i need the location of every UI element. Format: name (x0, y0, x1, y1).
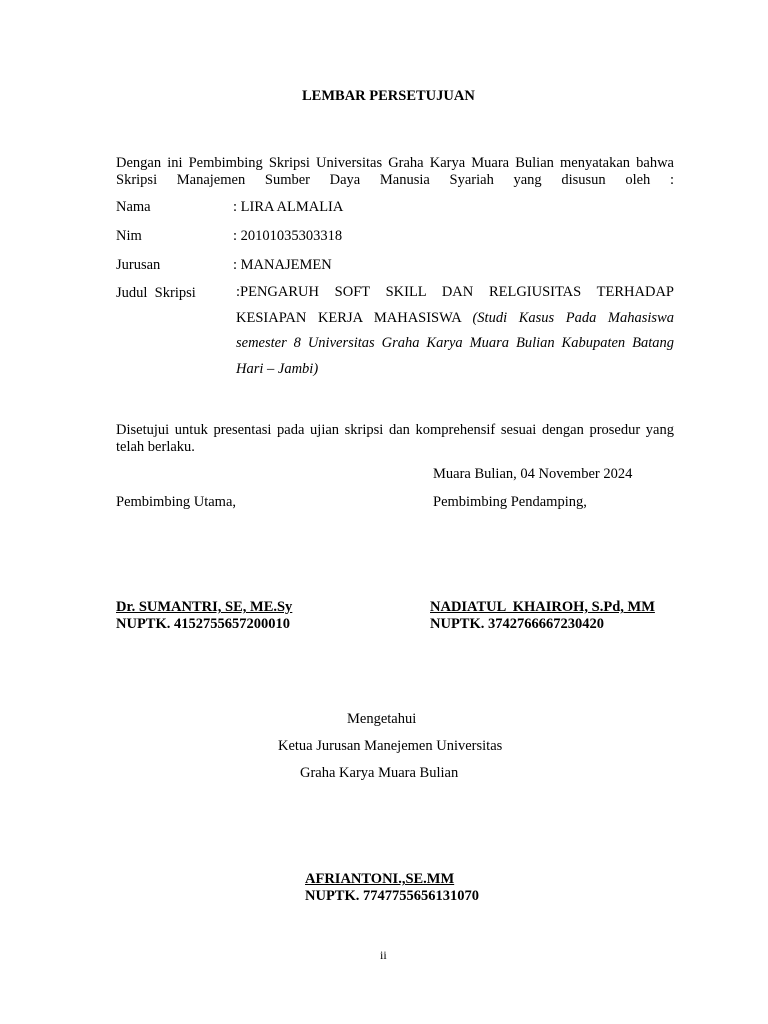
judul-line-1: :PENGARUH SOFT SKILL DAN RELGIUSITAS TERHADAP (236, 284, 674, 300)
intro-paragraph (116, 155, 674, 189)
nim-label: Nim (116, 228, 142, 244)
intro-text: Dengan ini Pembimbing Skripsi Universitas Graha Karya Muara Bulian menyatakan bahwa Skripsi Manajemen Sumber Daya Manusia Syariah yang disusun oleh : (116, 155, 674, 188)
approval-paragraph (116, 422, 674, 456)
page-number: ii (380, 948, 387, 962)
page-title: LEMBAR PERSETUJUAN (302, 88, 475, 104)
nama-value: : LIRA ALMALIA (233, 199, 344, 215)
approval-text: Disetujui untuk presentasi pada ujian skripsi dan komprehensif sesuai dengan prosedur yang telah berlaku. (116, 422, 674, 455)
judul-label: Judul Skripsi (116, 285, 196, 301)
judul-value (236, 280, 674, 382)
co-advisor-role: Pembimbing Pendamping, (433, 494, 587, 510)
main-advisor-name: Dr. SUMANTRI, SE, ME.Sy (116, 599, 293, 615)
nim-value: : 20101035303318 (233, 228, 343, 244)
co-advisor-id: NUPTK. 3742766667230420 (430, 616, 604, 632)
nama-label: Nama (116, 199, 151, 215)
acknowledgement-role-2: Graha Karya Muara Bulian (300, 765, 459, 781)
head-of-department-id: NUPTK. 7747755656131070 (305, 888, 479, 904)
acknowledgement-heading: Mengetahui (347, 711, 417, 727)
judul-line-3: semester 8 Universitas Graha Karya Muara Bulian Kabupaten Batang (236, 335, 674, 351)
judul-line-4: Hari – Jambi) (236, 360, 319, 377)
judul-line-2 (236, 306, 674, 332)
judul-line-2-italic: (Studi Kasus Pada Mahasiswa (472, 309, 674, 326)
place-date: Muara Bulian, 04 November 2024 (433, 466, 633, 482)
jurusan-label: Jurusan (116, 257, 161, 273)
head-of-department-name: AFRIANTONI.,SE.MM (305, 871, 455, 887)
acknowledgement-role-1: Ketua Jurusan Manejemen Universitas (278, 738, 503, 754)
main-advisor-role: Pembimbing Utama, (116, 494, 237, 510)
main-advisor-id: NUPTK. 4152755657200010 (116, 616, 290, 632)
jurusan-value: : MANAJEMEN (233, 257, 332, 273)
co-advisor-name: NADIATUL KHAIROH, S.Pd, MM (430, 599, 655, 615)
judul-line-2-normal: KESIAPAN KERJA MAHASISWA (236, 309, 473, 326)
